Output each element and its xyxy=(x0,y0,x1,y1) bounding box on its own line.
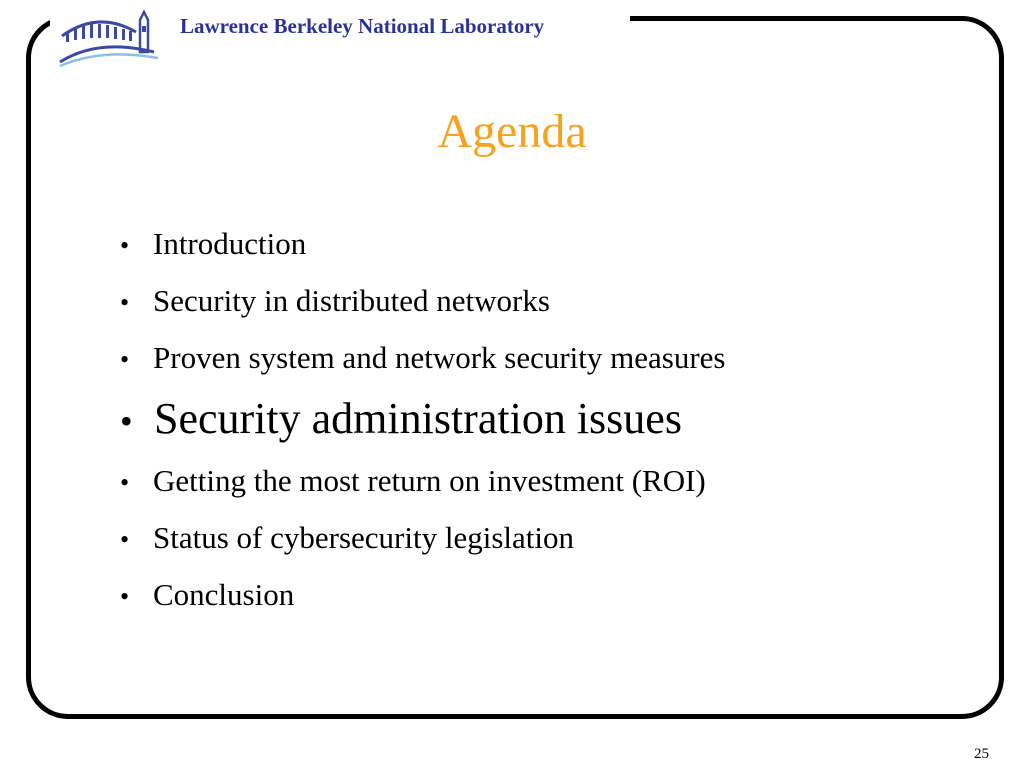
organization-name: Lawrence Berkeley National Laboratory xyxy=(180,14,545,38)
agenda-item-label: Getting the most return on investment (ROI) xyxy=(153,463,706,498)
agenda-item-introduction xyxy=(120,226,726,283)
agenda-item-label: Introduction xyxy=(153,226,307,261)
agenda-item-label: Conclusion xyxy=(153,577,295,612)
bullet-icon: • xyxy=(120,345,130,374)
bullet-icon: • xyxy=(120,288,130,317)
agenda-item-conclusion xyxy=(120,577,726,634)
agenda-list xyxy=(120,226,726,634)
bullet-icon: • xyxy=(120,401,133,441)
agenda-item-label: Security administration issues xyxy=(154,394,682,443)
lbnl-logo-icon xyxy=(58,8,164,70)
agenda-item-label: Proven system and network security measures xyxy=(153,340,726,375)
bullet-icon: • xyxy=(120,525,130,554)
slide-title: Agenda xyxy=(437,105,587,158)
bullet-icon: • xyxy=(120,468,130,497)
agenda-item-label: Security in distributed networks xyxy=(153,283,550,318)
agenda-item-roi xyxy=(120,463,726,520)
page-number: 25 xyxy=(974,746,989,762)
agenda-item-distributed-networks xyxy=(120,283,726,340)
agenda-item-label: Status of cybersecurity legislation xyxy=(153,520,574,555)
agenda-item-legislation xyxy=(120,520,726,577)
agenda-item-security-measures xyxy=(120,340,726,397)
bullet-icon: • xyxy=(120,582,130,611)
bullet-icon: • xyxy=(120,231,130,260)
agenda-item-administration-issues xyxy=(120,393,726,463)
